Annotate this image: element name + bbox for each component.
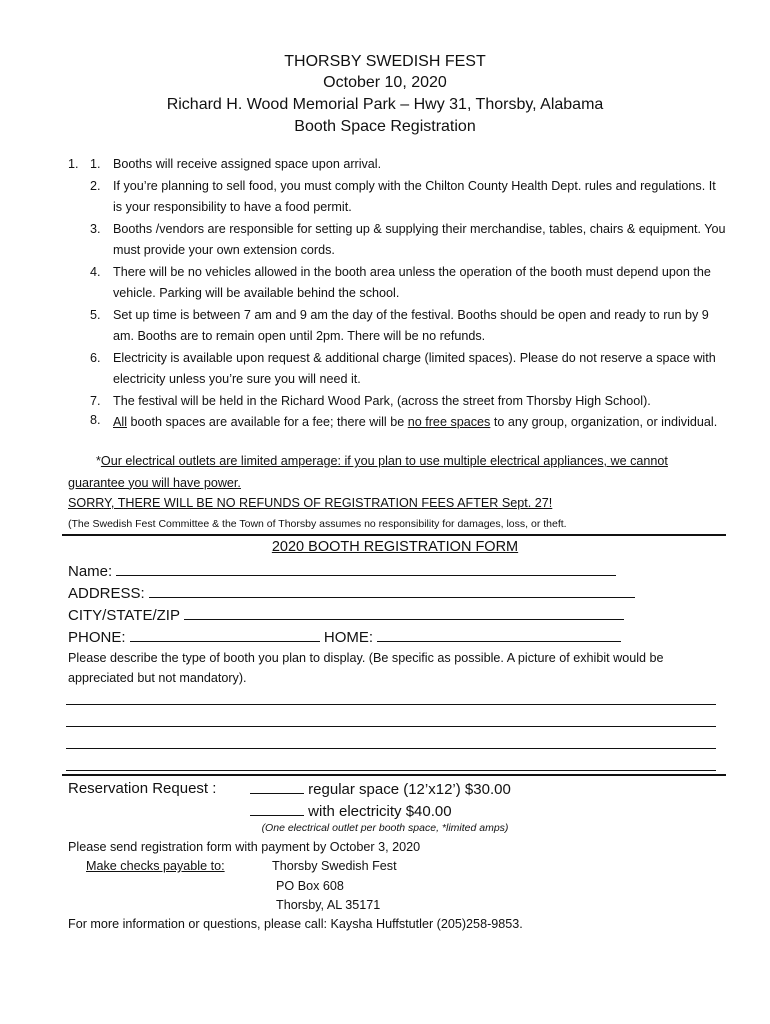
rule-number: 8. bbox=[90, 413, 101, 427]
description-line-3[interactable] bbox=[66, 748, 716, 749]
home-phone-input-line[interactable] bbox=[377, 627, 621, 642]
form-title: 2020 BOOTH REGISTRATION FORM bbox=[271, 539, 519, 555]
rule-text-emphasis: All bbox=[113, 415, 127, 429]
electrical-warning-text: Our electrical outlets are limited amperage: if you plan to use multiple electrical appliances, we cannot guarantee you will have power. bbox=[68, 454, 668, 490]
rule-number: 3. bbox=[90, 221, 101, 236]
rule-item-6 bbox=[68, 348, 728, 391]
rule-text: Electricity is available upon request & additional charge (limited spaces). Please do not reserve a space with electricity unless you’re sure you will need it. bbox=[113, 350, 716, 386]
rules-list bbox=[68, 154, 728, 431]
electricity-option[interactable] bbox=[250, 801, 452, 822]
regular-space-blank[interactable] bbox=[250, 779, 304, 794]
rule-text-emphasis: no free spaces bbox=[407, 415, 491, 429]
mailing-city: Thorsby, AL 35171 bbox=[276, 898, 381, 912]
event-date: October 10, 2020 bbox=[323, 74, 447, 91]
city-state-zip-field[interactable] bbox=[68, 605, 624, 626]
section-divider-2 bbox=[62, 774, 726, 776]
address-field[interactable] bbox=[68, 583, 635, 604]
rule-text: to any group, organization, or individual. bbox=[490, 415, 718, 429]
rule-text: Booths /vendors are responsible for setting up & supplying their merchandise, tables, chairs & equipment. You must provide your own extension cords. bbox=[113, 221, 726, 257]
rule-text: booth spaces are available for a fee; there will be bbox=[127, 415, 408, 429]
rule-text: The festival will be held in the Richard Wood Park, (across the street from Thorsby High School). bbox=[113, 393, 651, 408]
document-title: THORSBY SWEDISH FEST bbox=[284, 53, 486, 70]
rule-number: 2. bbox=[90, 178, 101, 193]
electrical-outlet-note: (One electrical outlet per booth space, *limited amps) bbox=[261, 822, 509, 834]
description-line-1[interactable] bbox=[66, 704, 716, 705]
document-subtitle: Booth Space Registration bbox=[294, 118, 476, 135]
event-location: Richard H. Wood Memorial Park – Hwy 31, Thorsby, Alabama bbox=[166, 96, 604, 113]
phone-input-line[interactable] bbox=[130, 627, 320, 642]
liability-notice: (The Swedish Fest Committee & the Town of Thorsby assumes no responsibility for damages, loss, or theft. bbox=[68, 518, 567, 530]
electricity-label: with electricity $40.00 bbox=[304, 803, 452, 820]
payee-name: Thorsby Swedish Fest bbox=[272, 859, 397, 873]
reservation-label: Reservation Request : bbox=[68, 780, 217, 797]
rule-item-2 bbox=[68, 176, 728, 219]
electrical-warning bbox=[68, 451, 708, 494]
home-label: HOME: bbox=[319, 629, 378, 646]
description-line-4[interactable] bbox=[66, 770, 716, 771]
rule-item-7 bbox=[68, 391, 728, 413]
rule-number: 5. bbox=[90, 307, 101, 322]
name-label: Name: bbox=[68, 563, 117, 580]
rule-number: 7. bbox=[90, 393, 101, 408]
rule-item-3 bbox=[68, 219, 728, 262]
outer-list-number: 1. bbox=[68, 157, 79, 171]
regular-space-option[interactable] bbox=[250, 779, 511, 800]
booth-description-prompt: Please describe the type of booth you plan to display. (Be specific as possible. A picture of exhibit would be appreciated but not mandatory). bbox=[68, 651, 664, 685]
section-divider bbox=[62, 534, 726, 536]
address-input-line[interactable] bbox=[149, 583, 635, 598]
rule-text: If you’re planning to sell food, you must comply with the Chilton County Health Dept. rules and regulations. It is your responsibility to have a food permit. bbox=[113, 178, 716, 214]
city-state-zip-input-line[interactable] bbox=[184, 605, 624, 620]
electricity-blank[interactable] bbox=[250, 801, 304, 816]
rule-number: 1. bbox=[90, 157, 101, 171]
rule-item-5 bbox=[68, 305, 728, 348]
name-field[interactable] bbox=[68, 561, 616, 582]
rule-number: 4. bbox=[90, 264, 101, 279]
refund-notice: SORRY, THERE WILL BE NO REFUNDS OF REGISTRATION FEES AFTER Sept. 27! bbox=[68, 496, 553, 510]
regular-space-label: regular space (12’x12’) $30.00 bbox=[304, 781, 511, 798]
rule-item-8 bbox=[68, 412, 728, 431]
contact-info: For more information or questions, please call: Kaysha Huffstutler (205)258-9853. bbox=[68, 917, 523, 931]
rule-text: There will be no vehicles allowed in the booth area unless the operation of the booth must depend upon the vehicle. Parking will be available behind the school. bbox=[113, 264, 711, 300]
phone-field[interactable] bbox=[68, 627, 621, 648]
rule-text: Booths will receive assigned space upon arrival. bbox=[113, 157, 382, 171]
rule-number: 6. bbox=[90, 350, 101, 365]
asterisk: * bbox=[96, 454, 101, 468]
city-state-zip-label: CITY/STATE/ZIP bbox=[68, 607, 184, 624]
description-line-2[interactable] bbox=[66, 726, 716, 727]
name-input-line[interactable] bbox=[116, 561, 616, 576]
send-instructions: Please send registration form with payment by October 3, 2020 bbox=[68, 840, 421, 854]
phone-label: PHONE: bbox=[68, 629, 130, 646]
po-box: PO Box 608 bbox=[276, 879, 344, 893]
payable-label: Make checks payable to: bbox=[86, 859, 225, 873]
rule-text: Set up time is between 7 am and 9 am the day of the festival. Booths should be open and ready to run by 9 am. Booths are to remain open until 2pm. There will be no refunds. bbox=[113, 307, 709, 343]
address-label: ADDRESS: bbox=[68, 585, 149, 602]
rule-item-1 bbox=[68, 154, 728, 176]
rule-item-4 bbox=[68, 262, 728, 305]
